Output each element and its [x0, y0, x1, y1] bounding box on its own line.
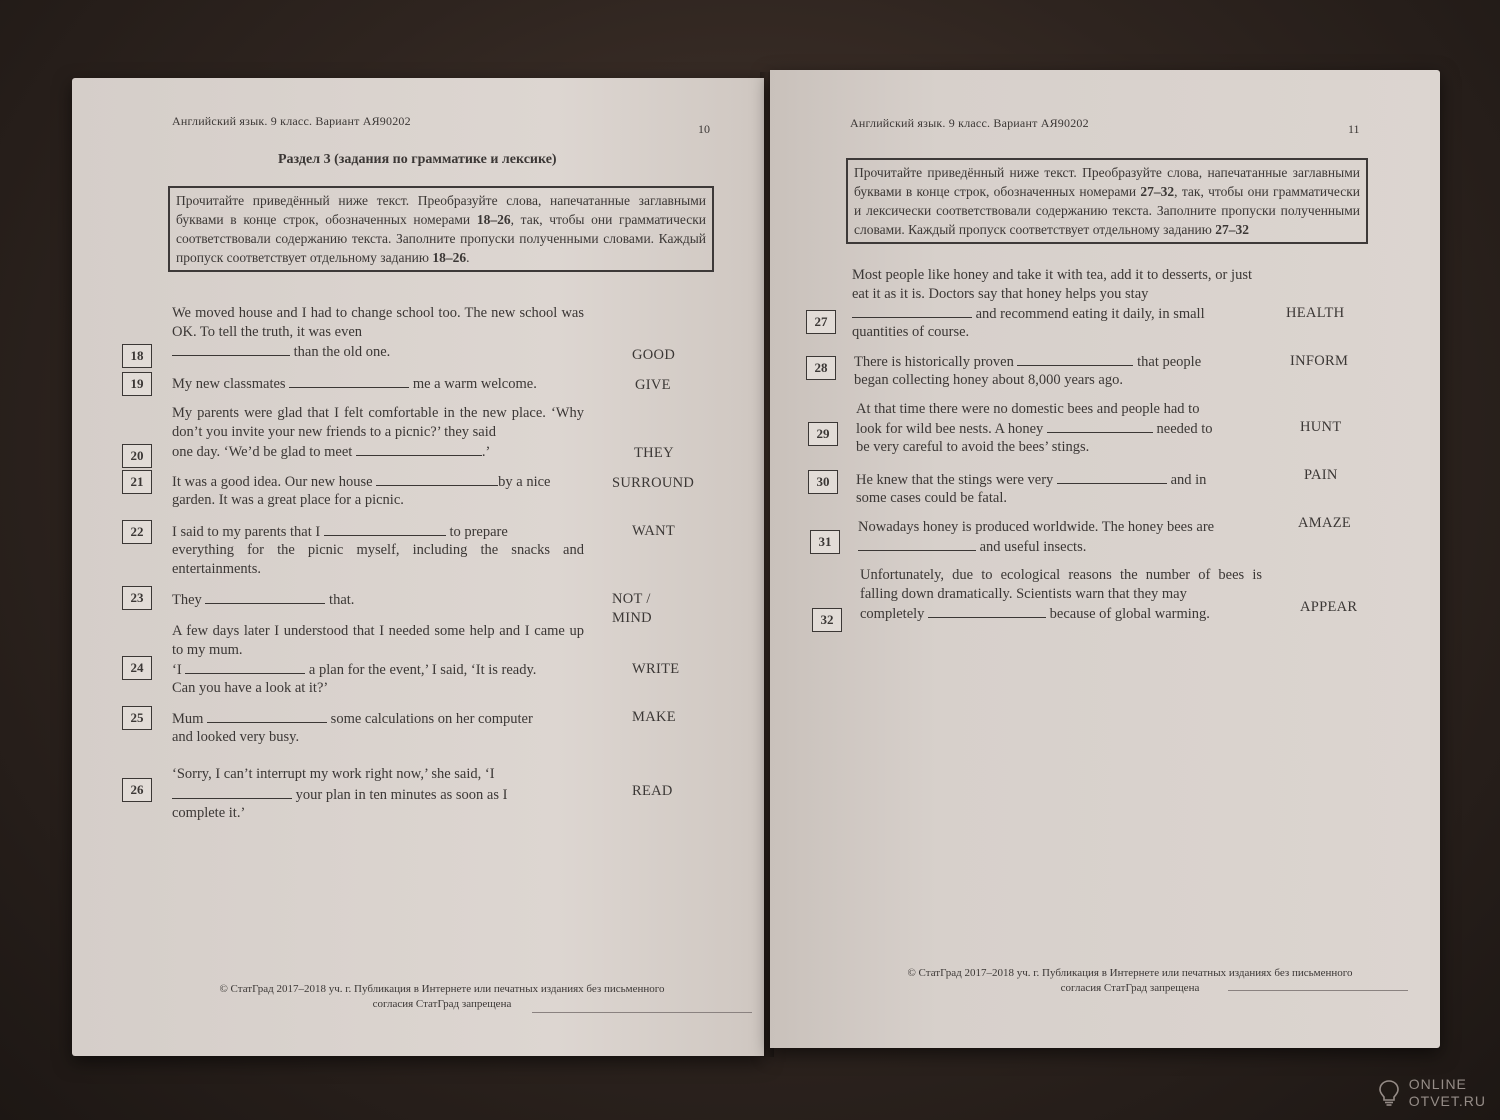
keyword: THEY	[634, 445, 674, 461]
page-footer	[870, 966, 1390, 996]
task-text-after: your plan in ten minutes as soon as I	[295, 787, 508, 803]
task-number: 18	[122, 344, 152, 368]
task-range-end: 27–32	[1215, 222, 1249, 237]
answer-blank[interactable]	[172, 342, 290, 356]
task-line	[856, 470, 1256, 490]
task-line	[172, 709, 584, 729]
task-context: Most people like honey and take it with tea, add it to desserts, or just eat it as it is. Doctors say that honey helps you stay	[852, 267, 1252, 302]
task-number: 29	[808, 422, 838, 446]
task-line	[856, 419, 1256, 439]
instruction-box	[846, 158, 1368, 244]
task-number: 24	[122, 656, 152, 680]
answer-blank[interactable]	[858, 537, 976, 551]
answer-blank[interactable]	[1017, 352, 1133, 366]
answer-blank[interactable]	[852, 304, 972, 318]
keyword: READ	[632, 783, 673, 799]
task-number: 22	[122, 520, 152, 544]
answer-blank[interactable]	[928, 604, 1046, 618]
task-text-after: some calculations on her computer	[330, 711, 533, 727]
task-text: It was a good idea. Our new house	[172, 474, 373, 490]
instruction-text: Прочитайте приведённый ниже текст. Преобразуйте слова, напечатанные заглавными буквами в конце строк, обозначенных номерами	[854, 165, 1360, 199]
task-line	[172, 342, 584, 362]
footer-notice: согласия СтатГрад запрещена	[372, 998, 512, 1010]
task-context: ‘Sorry, I can’t interrupt my work right now,’ she said, ‘I	[172, 766, 495, 782]
task-text: ‘I	[172, 662, 182, 678]
task-text-after: because of global warming.	[1049, 606, 1210, 622]
keyword: GIVE	[635, 377, 671, 393]
task-number: 31	[810, 530, 840, 554]
footer-copyright: © СтатГрад 2017–2018 уч. г. Публикация в Интернете или печатных изданиях без письменного	[907, 967, 1353, 979]
keyword: WRITE	[632, 661, 680, 677]
task-text-after: a plan for the event,’ I said, ‘It is ready.	[308, 662, 537, 678]
keyword: PAIN	[1304, 467, 1338, 483]
answer-blank[interactable]	[289, 374, 409, 388]
keyword: HEALTH	[1286, 305, 1345, 321]
task-text-after: by a nice	[498, 474, 551, 490]
task-text-cont: quantities of course.	[852, 324, 970, 340]
page-number: 11	[1348, 122, 1360, 136]
page-footer	[172, 982, 712, 1012]
keyword: WANT	[632, 523, 676, 539]
task-line	[172, 472, 584, 492]
answer-blank[interactable]	[172, 785, 292, 799]
instruction-text-cont: , так, чтобы они грамматически и лексически соответствовали содержанию текста. Заполните пропуски полученными словами. Каждый пропуск соответствует отдельному заданию	[854, 184, 1360, 237]
section-title: Раздел 3 (задания по грамматике и лексике)	[278, 152, 557, 167]
answer-blank[interactable]	[356, 442, 482, 456]
task-number: 21	[122, 470, 152, 494]
right-page	[770, 70, 1440, 1048]
task-text-cont: some cases could be fatal.	[856, 490, 1007, 506]
task-text-after: to prepare	[449, 524, 508, 540]
keyword: SURROUND	[612, 475, 695, 491]
footer-copyright: © СтатГрад 2017–2018 уч. г. Публикация в Интернете или печатных изданиях без письменного	[219, 983, 665, 995]
task-line	[172, 660, 584, 680]
page-header: Английский язык. 9 класс. Вариант АЯ90202	[850, 116, 1089, 130]
task-context: My parents were glad that I felt comfortable in the new place. ‘Why don’t you invite your new friends to a picnic?’ they said	[172, 405, 584, 440]
task-line	[854, 352, 1254, 372]
task-line	[172, 785, 584, 805]
page-header: Английский язык. 9 класс. Вариант АЯ90202	[172, 114, 411, 128]
task-text-after: that.	[329, 592, 355, 608]
watermark-line2: OTVET.RU	[1408, 1093, 1486, 1109]
task-text: He knew that the stings were very	[856, 472, 1054, 488]
instruction-text: Прочитайте приведённый ниже текст. Преобразуйте слова, напечатанные заглавными буквами в конце строк, обозначенных номерами	[176, 193, 706, 227]
footer-notice: согласия СтатГрад запрещена	[1060, 982, 1200, 994]
keyword: APPEAR	[1300, 599, 1358, 615]
task-line	[172, 590, 584, 610]
keyword: HUNT	[1300, 419, 1342, 435]
keyword: MAKE	[632, 709, 676, 725]
lightbulb-icon	[1379, 1080, 1399, 1106]
task-range: 27–32	[1140, 184, 1175, 199]
task-context: A few days later I understood that I needed some help and I came up to my mum.	[172, 623, 584, 658]
task-text-cont: garden. It was a great place for a picnic.	[172, 492, 404, 508]
task-number: 27	[806, 310, 836, 334]
answer-blank[interactable]	[205, 590, 325, 604]
keyword: GOOD	[632, 347, 676, 363]
answer-blank[interactable]	[1047, 419, 1153, 433]
keyword: NOT / MIND	[612, 591, 652, 626]
task-text: They	[172, 592, 202, 608]
instruction-text-cont: , так, чтобы они грамматически соответствовали содержанию текста. Заполните пропуски полученными словами. Каждый пропуск соответствует отдельному заданию	[176, 212, 706, 265]
task-text-cont: everything for the picnic myself, including the snacks and entertainments.	[172, 542, 584, 577]
keyword: AMAZE	[1298, 515, 1352, 531]
task-text-after: and useful insects.	[979, 539, 1087, 555]
task-text: one day. ‘We’d be glad to meet	[172, 444, 353, 460]
task-range: 18–26	[476, 212, 511, 227]
task-text: look for wild bee nests. A honey	[856, 421, 1044, 437]
task-text: Mum	[172, 711, 204, 727]
task-text-after: .’	[481, 444, 491, 460]
answer-blank[interactable]	[376, 472, 498, 486]
answer-blank[interactable]	[1057, 470, 1167, 484]
task-number: 20	[122, 444, 152, 468]
task-text: completely	[860, 606, 925, 622]
task-text-after: and in	[1170, 472, 1207, 488]
task-line	[852, 304, 1252, 324]
task-text: My new classmates	[172, 376, 286, 392]
task-line	[172, 442, 584, 462]
site-watermark	[1409, 1076, 1486, 1110]
page-number: 10	[698, 122, 710, 136]
instruction-box: Прочитайте приведённый ниже текст. Преобразуйте слова, напечатанные заглавными буквами в конце строк, обозначенных номерами 18–26, так, чтобы они грамматически соответствовали содержанию текста. Заполните пропуски полученными словами. Каждый пропуск соответствует отдельному заданию 18–26.	[168, 186, 714, 272]
task-text-cont: complete it.’	[172, 805, 246, 821]
keyword: INFORM	[1290, 353, 1349, 369]
task-text: There is historically proven	[854, 354, 1014, 370]
task-context: Unfortunately, due to ecological reasons the number of bees is falling down dramatically. Scientists warn that they may	[860, 567, 1262, 602]
passage-intro: We moved house and I had to change school too. The new school was OK. To tell the truth, it was even	[172, 305, 584, 340]
task-text-after: that people	[1137, 354, 1202, 370]
task-text-after: and recommend eating it daily, in small	[975, 306, 1205, 322]
task-line	[172, 522, 584, 542]
footer-rule	[1228, 990, 1408, 991]
task-line	[858, 537, 1262, 557]
answer-blank[interactable]	[324, 522, 446, 536]
task-text-cont: and looked very busy.	[172, 729, 300, 745]
footer-rule	[532, 1012, 752, 1013]
task-text-after: needed to	[1156, 421, 1213, 437]
task-text-after: me a warm welcome.	[412, 376, 537, 392]
task-context: At that time there were no domestic bees and people had to	[856, 401, 1200, 417]
watermark-line1: ONLINE	[1408, 1076, 1467, 1092]
task-number: 26	[122, 778, 152, 802]
task-context: Nowadays honey is produced worldwide. The honey bees are	[858, 519, 1215, 535]
task-line	[860, 604, 1262, 624]
task-range-end: 18–26	[432, 250, 467, 265]
task-text-cont: be very careful to avoid the bees’ stings.	[856, 439, 1090, 455]
task-number: 32	[812, 608, 842, 632]
task-text-cont: Can you have a look at it?’	[172, 680, 329, 696]
answer-blank[interactable]	[185, 660, 305, 674]
task-text: I said to my parents that I	[172, 524, 321, 540]
task-text: than the old one.	[293, 344, 391, 360]
task-number: 23	[122, 586, 152, 610]
task-line	[172, 374, 584, 394]
task-number: 19	[122, 372, 152, 396]
left-page	[72, 78, 764, 1056]
task-text-cont: began collecting honey about 8,000 years ago.	[854, 372, 1123, 388]
task-number: 25	[122, 706, 152, 730]
task-number: 28	[806, 356, 836, 380]
answer-blank[interactable]	[207, 709, 327, 723]
task-number: 30	[808, 470, 838, 494]
